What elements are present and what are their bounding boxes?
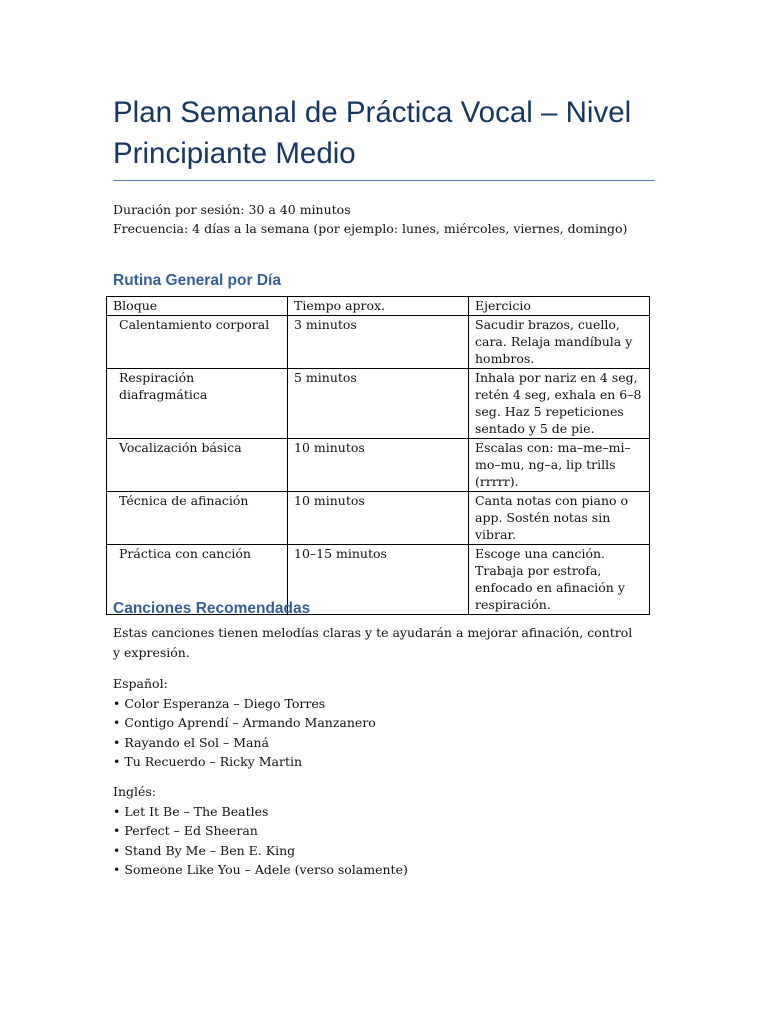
table-row: [107, 316, 650, 369]
exercise-cell: Canta notas con piano o app. Sostén notas sin vibrar.: [469, 492, 650, 545]
block-cell: Técnica de afinación: [107, 492, 288, 545]
list-item: [113, 713, 376, 733]
list-item: [113, 752, 376, 772]
list-item: [113, 860, 408, 880]
column-header-tiempo: Tiempo aprox.: [288, 297, 469, 316]
bullet: •: [113, 803, 121, 819]
block-cell: Respiración diafragmática: [107, 369, 288, 439]
session-duration: Duración por sesión: 30 a 40 minutos: [113, 202, 351, 217]
title-underline: [113, 180, 655, 181]
table-row: [107, 369, 650, 439]
time-cell: 3 minutos: [288, 316, 469, 369]
routine-header-row: [107, 297, 650, 316]
column-header-bloque: Bloque: [107, 297, 288, 316]
session-frequency: Frecuencia: 4 días a la semana (por ejemplo: lunes, miércoles, viernes, domingo): [113, 221, 628, 236]
page-title: Plan Semanal de Práctica Vocal – Nivel Principiante Medio: [113, 96, 632, 170]
song-title: Rayando el Sol – Maná: [124, 734, 269, 750]
songs-heading: Canciones Recomendadas: [113, 600, 311, 617]
exercise-cell: Sacudir brazos, cuello, cara. Relaja mandíbula y hombros.: [469, 316, 650, 369]
song-title: Tu Recuerdo – Ricky Martin: [124, 754, 303, 769]
song-title: Color Esperanza – Diego Torres: [124, 695, 326, 711]
block-cell: Práctica con canción: [107, 545, 288, 615]
song-title: Perfect – Ed Sheeran: [124, 823, 258, 838]
song-title: Let It Be – The Beatles: [124, 803, 269, 819]
exercise-cell: Escoge una canción. Trabaja por estrofa, enfocado en afinación y respiración.: [469, 545, 650, 615]
list-item: [113, 802, 408, 822]
exercise-cell: Inhala por nariz en 4 seg, retén 4 seg, exhala en 6–8 seg. Haz 5 repeticiones sentado y 5 de pie.: [469, 369, 650, 439]
spanish-label: Español:: [113, 676, 168, 691]
list-item: [113, 733, 376, 753]
table-row: [107, 439, 650, 492]
english-song-list: [113, 802, 408, 880]
bullet: •: [113, 842, 121, 858]
time-cell: 10 minutos: [288, 492, 469, 545]
english-songs: [113, 782, 408, 880]
routine-table: [106, 296, 650, 615]
bullet: •: [113, 715, 121, 730]
time-cell: 5 minutos: [288, 369, 469, 439]
songs-intro: Estas canciones tienen melodías claras y te ayudarán a mejorar afinación, control y expresión.: [113, 625, 633, 660]
list-item: [113, 841, 408, 861]
english-label: Inglés:: [113, 784, 157, 799]
song-title: Someone Like You – Adele (verso solamente): [124, 862, 408, 877]
list-item: [113, 821, 408, 841]
song-title: Stand By Me – Ben E. King: [124, 842, 296, 858]
spanish-song-list: [113, 694, 376, 772]
block-cell: Calentamiento corporal: [107, 316, 288, 369]
list-item: [113, 694, 376, 714]
table-row: [107, 492, 650, 545]
bullet: •: [113, 823, 121, 838]
exercise-cell: Escalas con: ma–me–mi–mo–mu, ng–a, lip trills (rrrrr).: [469, 439, 650, 492]
session-info: [113, 200, 627, 238]
song-title: Contigo Aprendí – Armando Manzanero: [124, 715, 376, 730]
block-cell: Vocalización básica: [107, 439, 288, 492]
bullet: •: [113, 754, 121, 769]
bullet: •: [113, 695, 121, 711]
bullet: •: [113, 734, 121, 750]
routine-heading: Rutina General por Día: [113, 272, 281, 289]
time-cell: 10–15 minutos: [288, 545, 469, 615]
time-cell: 10 minutos: [288, 439, 469, 492]
spanish-songs: [113, 674, 376, 772]
column-header-ejercicio: Ejercicio: [469, 297, 650, 316]
bullet: •: [113, 862, 121, 877]
